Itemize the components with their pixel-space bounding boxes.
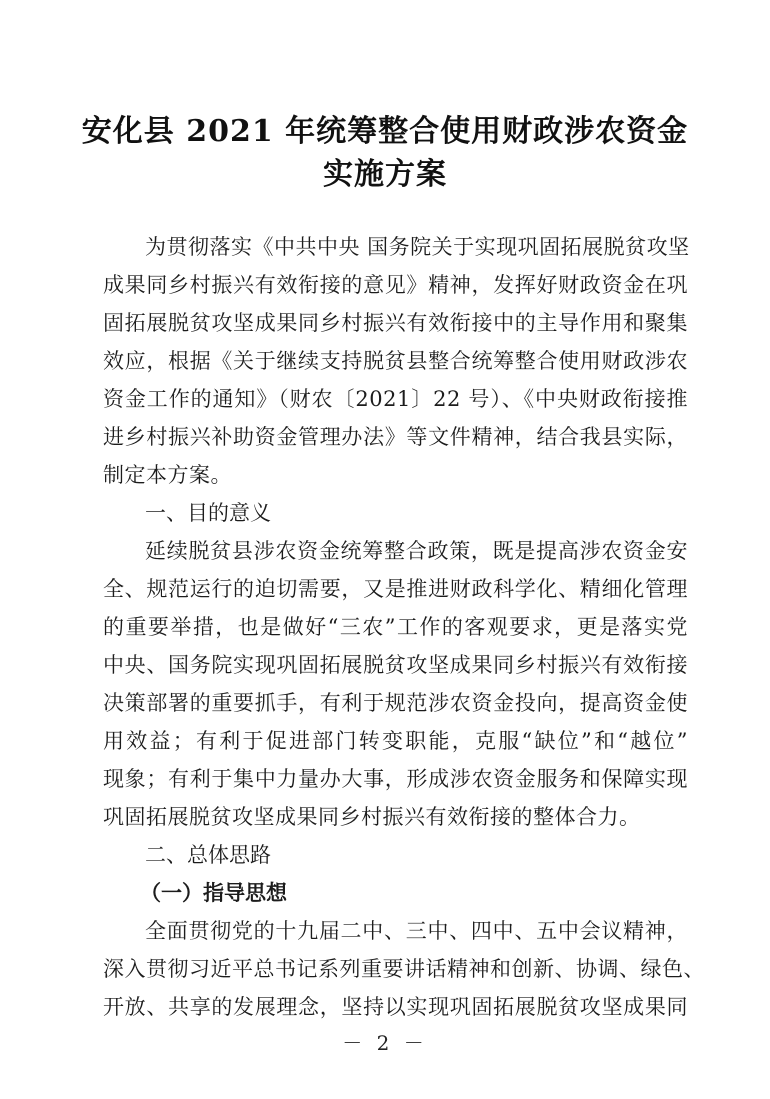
section-1-line-1: 延续脱贫县涉农资金统筹整合政策，既是提高涉农资金安 bbox=[145, 539, 688, 563]
document-title-line-2: 实施方案 bbox=[323, 157, 447, 192]
document-title-line-1: 安化县 2021 年统筹整合使用财政涉农资金 bbox=[81, 114, 689, 149]
page-number: － 2 － bbox=[342, 1031, 428, 1055]
intro-line-6: 进乡村振兴补助资金管理办法》等文件精神，结合我县实际， bbox=[103, 425, 688, 449]
section-2-line-1: 全面贯彻党的十九届二中、三中、四中、五中会议精神， bbox=[145, 919, 688, 943]
section-1-heading: 一、目的意义 bbox=[145, 501, 271, 525]
section-1-line-2: 全、规范运行的迫切需要，又是推进财政科学化、精细化管理 bbox=[103, 577, 688, 601]
section-2-heading: 二、总体思路 bbox=[145, 843, 271, 867]
intro-line-5: 资金工作的通知》（财农〔2021〕22 号）、《中央财政衔接推 bbox=[103, 387, 688, 411]
section-2-line-2: 深入贯彻习近平总书记系列重要讲话精神和创新、协调、绿色、 bbox=[103, 957, 705, 981]
intro-line-2: 成果同乡村振兴有效衔接的意见》精神，发挥好财政资金在巩 bbox=[103, 273, 688, 297]
section-1-line-5: 决策部署的重要抓手，有利于规范涉农资金投向，提高资金使 bbox=[103, 691, 688, 715]
section-1-line-7: 现象；有利于集中力量办大事，形成涉农资金服务和保障实现 bbox=[103, 767, 688, 791]
section-1-line-8: 巩固拓展脱贫攻坚成果同乡村振兴有效衔接的整体合力。 bbox=[103, 805, 641, 829]
intro-line-7: 制定本方案。 bbox=[103, 463, 232, 487]
intro-line-4: 效应，根据《关于继续支持脱贫县整合统筹整合使用财政涉农 bbox=[103, 349, 688, 373]
section-1-line-4: 中央、国务院实现巩固拓展脱贫攻坚成果同乡村振兴有效衔接 bbox=[103, 653, 688, 677]
section-2-subheading: （一）指导思想 bbox=[140, 880, 287, 905]
intro-line-3: 固拓展脱贫攻坚成果同乡村振兴有效衔接中的主导作用和聚集 bbox=[103, 311, 688, 335]
section-1-line-6: 用效益；有利于促进部门转变职能，克服“缺位”和“越位” bbox=[103, 729, 688, 753]
section-1-line-3: 的重要举措，也是做好“三农”工作的客观要求，更是落实党 bbox=[103, 615, 688, 639]
intro-line-1: 为贯彻落实《中共中央 国务院关于实现巩固拓展脱贫攻坚 bbox=[145, 235, 690, 259]
section-2-line-3: 开放、共享的发展理念，坚持以实现巩固拓展脱贫攻坚成果同 bbox=[103, 995, 688, 1019]
